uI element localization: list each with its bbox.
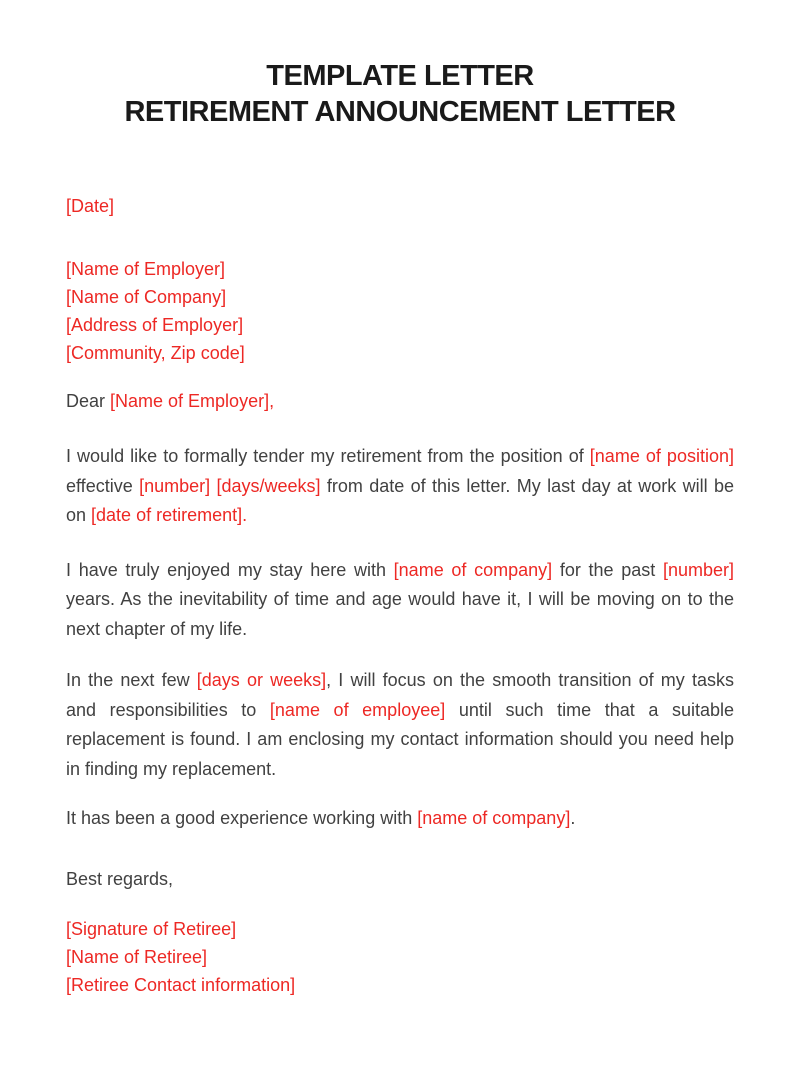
paragraph-farewell bbox=[66, 804, 734, 834]
recipient-address-line: [Name of Employer] bbox=[66, 259, 226, 279]
placeholder-text: [name of employee] bbox=[269, 699, 446, 720]
document-title bbox=[0, 58, 800, 130]
body-text: from date of this letter. My last day at work will be on bbox=[66, 475, 734, 525]
placeholder-text: [name of company] bbox=[417, 808, 571, 828]
placeholder-text: [name of company] bbox=[393, 559, 553, 580]
body-text: . bbox=[570, 808, 576, 828]
date-placeholder: [Date] bbox=[66, 196, 115, 216]
signature-block bbox=[66, 915, 734, 999]
signature-line: [Retiree Contact information] bbox=[66, 974, 296, 995]
body-text: I have truly enjoyed my stay here with bbox=[66, 559, 394, 580]
recipient-address-block bbox=[66, 255, 734, 367]
recipient-address-line: [Address of Employer] bbox=[66, 315, 244, 335]
signature-line: [Name of Retiree] bbox=[66, 946, 208, 967]
document-title-line1: TEMPLATE LETTER bbox=[266, 60, 534, 92]
document-title-line2: RETIREMENT ANNOUNCEMENT LETTER bbox=[124, 96, 676, 128]
letter-body bbox=[66, 192, 734, 999]
body-text: years. As the inevitability of time and age would have it, I will be moving on to the next chapter of my life. bbox=[66, 589, 734, 639]
body-text: for the past bbox=[552, 559, 663, 580]
placeholder-text: [days/weeks] bbox=[216, 475, 321, 496]
body-text: It has been a good experience working with bbox=[66, 808, 418, 828]
recipient-address-line: [Community, Zip code] bbox=[66, 343, 245, 363]
placeholder-text: [name of position] bbox=[589, 446, 734, 466]
paragraph-retirement-notice bbox=[66, 442, 734, 531]
body-text: effective bbox=[66, 475, 140, 496]
closing-line: Best regards, bbox=[66, 868, 174, 889]
placeholder-text: [number] bbox=[662, 559, 735, 580]
paragraph-tenure bbox=[66, 556, 734, 645]
body-text: until such time that a suitable replacement is found. I am enclosing my contact information should you need help in finding my replacement. bbox=[66, 699, 734, 779]
signature-line: [Signature of Retiree] bbox=[66, 918, 237, 939]
paragraph-transition bbox=[66, 666, 734, 784]
body-text: I would like to formally tender my retirement from the position of bbox=[66, 446, 590, 466]
placeholder-text: [date of retirement]. bbox=[91, 505, 248, 525]
body-text: In the next few bbox=[66, 670, 197, 690]
placeholder-text: [Name of Employer], bbox=[110, 391, 275, 411]
salutation bbox=[66, 387, 734, 416]
placeholder-text: [number] bbox=[139, 475, 211, 496]
recipient-address-line: [Name of Company] bbox=[66, 287, 227, 307]
body-text: , I will focus on the smooth transition of my tasks and responsibilities to bbox=[66, 670, 734, 720]
placeholder-text: [days or weeks] bbox=[196, 670, 327, 690]
body-text: Dear bbox=[66, 391, 111, 411]
